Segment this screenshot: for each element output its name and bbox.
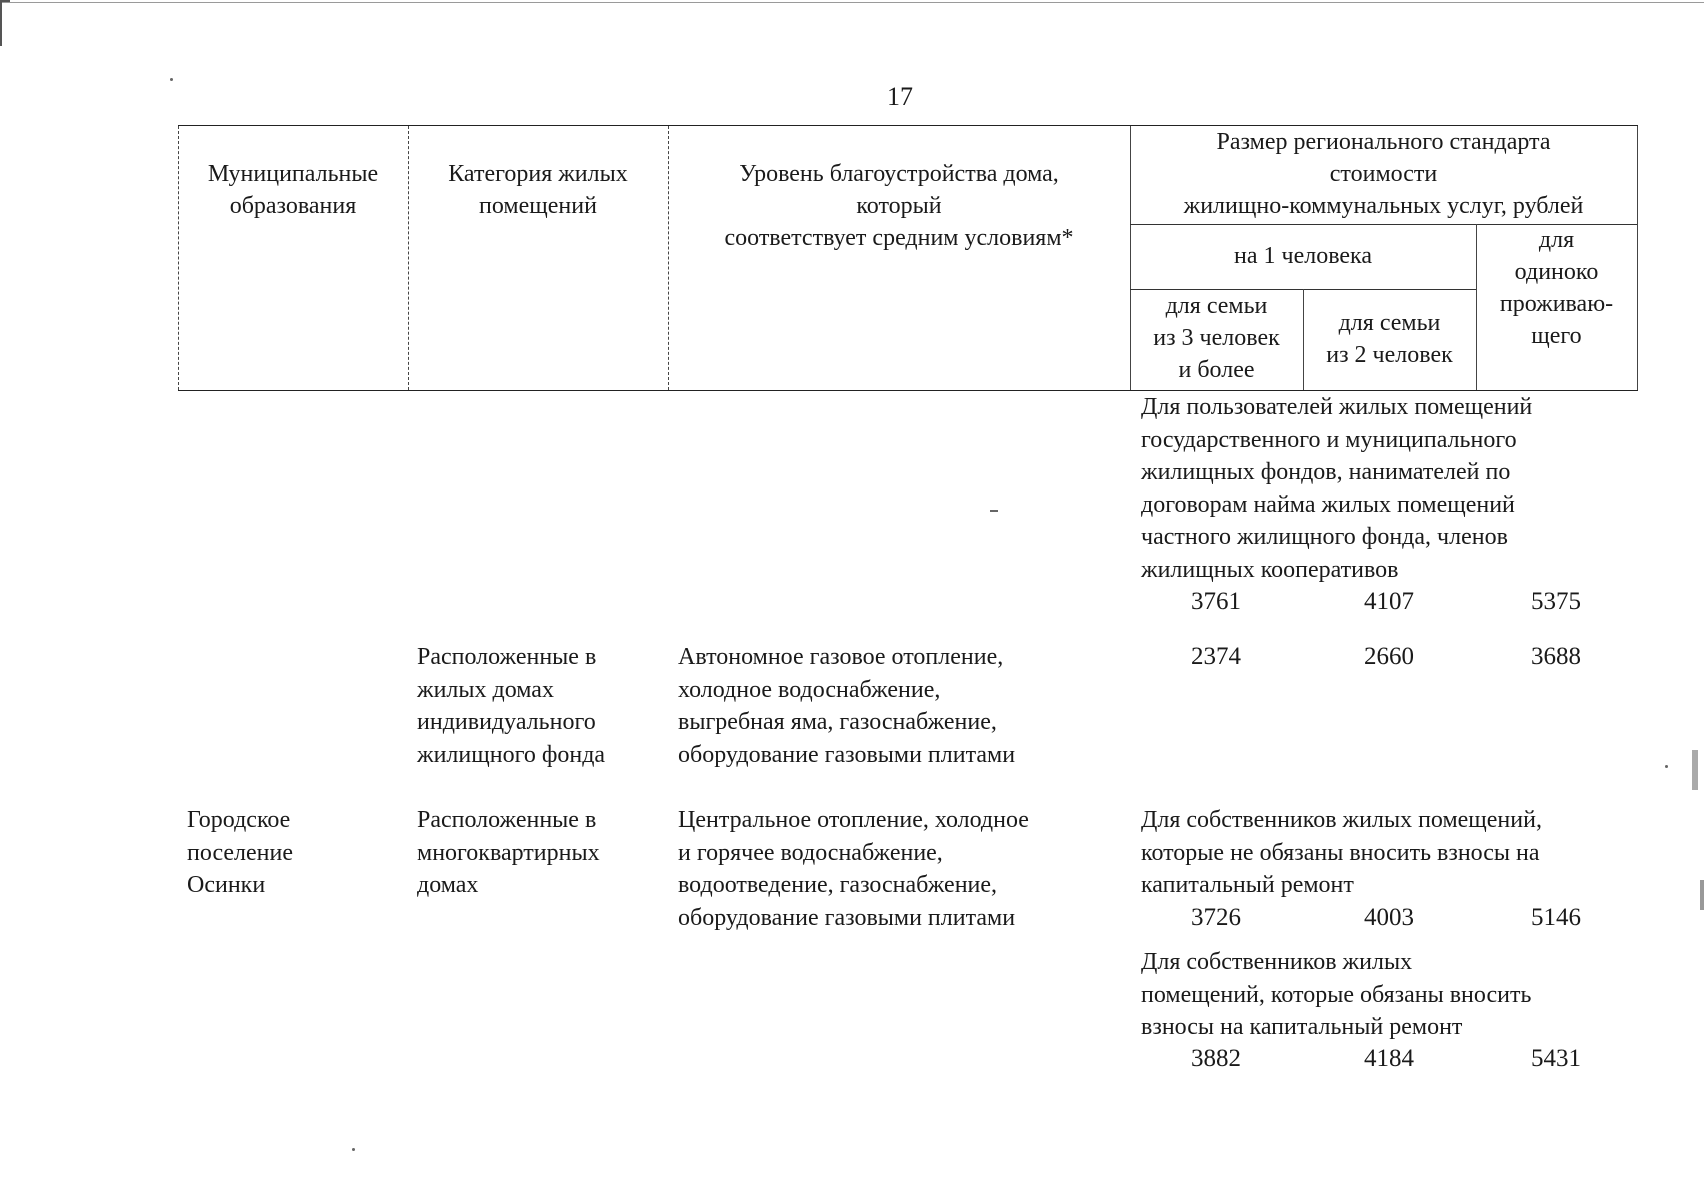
note-line: Для собственников жилых <box>1141 949 1413 975</box>
page-number: 17 <box>887 82 913 111</box>
cell-line: Городское <box>187 807 291 833</box>
cell-line: выгребная яма, газоснабжение, <box>678 709 997 735</box>
header-text: помещений <box>479 193 597 219</box>
value-single: 5146 <box>1531 904 1581 931</box>
header-municipality <box>178 158 408 222</box>
scan-speck <box>990 510 998 512</box>
header-family2 <box>1303 307 1476 371</box>
cell-line: Расположенные в <box>417 644 597 670</box>
cell-line: холодное водоснабжение, <box>678 676 941 703</box>
cell-line: многоквартирных <box>417 839 600 866</box>
note-line: жилищных кооперативов <box>1141 556 1399 583</box>
note-line: договорам найма жилых помещений <box>1141 491 1515 518</box>
scan-speck <box>352 1148 355 1151</box>
header-text: образования <box>229 193 357 219</box>
note-line: капитальный ремонт <box>1141 872 1354 898</box>
value-family3: 3761 <box>1191 588 1241 615</box>
table-border-right <box>1637 126 1638 390</box>
value-family3: 2374 <box>1191 643 1241 670</box>
table-header <box>178 125 1638 391</box>
scan-corner-mark <box>0 0 10 46</box>
header-category <box>408 158 668 222</box>
value-family2: 4003 <box>1364 904 1414 931</box>
header-text: из 2 человек <box>1326 342 1453 368</box>
note-line: Для пользователей жилых помещений <box>1141 394 1533 420</box>
header-family3 <box>1130 290 1303 386</box>
cell-line: индивидуального <box>417 709 596 735</box>
header-text: для <box>1538 227 1575 253</box>
value-family2: 2660 <box>1364 643 1414 670</box>
level-individual <box>678 641 1015 771</box>
header-text: Уровень благоустройства дома, <box>739 161 1059 187</box>
municipality-osinki <box>187 804 293 902</box>
level-apartment <box>678 804 1029 934</box>
header-text: щего <box>1531 323 1582 349</box>
header-text: который <box>856 193 942 219</box>
value-family2: 4107 <box>1364 588 1414 615</box>
header-per-person: на 1 человека <box>1234 243 1372 269</box>
value-family3: 3726 <box>1191 904 1241 931</box>
category-apartment <box>417 804 600 902</box>
header-text: для семьи <box>1338 310 1441 336</box>
cell-line: Осинки <box>187 872 266 898</box>
cell-line: Автономное газовое отопление, <box>678 644 1004 670</box>
cell-line: домах <box>417 872 479 898</box>
value-family3: 3882 <box>1191 1045 1241 1072</box>
header-text: проживаю- <box>1499 291 1614 317</box>
category-individual <box>417 641 605 771</box>
header-text: для семьи <box>1165 293 1268 319</box>
note-line: частного жилищного фонда, членов <box>1141 524 1508 550</box>
note-line: которые не обязаны вносить взносы на <box>1141 839 1540 866</box>
value-family2: 4184 <box>1364 1045 1414 1072</box>
note-tenants <box>1141 391 1532 586</box>
note-line: Для собственников жилых помещений, <box>1141 807 1542 833</box>
note-owners-no-capital <box>1141 804 1542 902</box>
note-line: государственного и муниципального <box>1141 426 1517 453</box>
note-line: жилищных фондов, нанимателей по <box>1141 459 1511 485</box>
scan-speck <box>170 78 173 81</box>
header-text: Муниципальные <box>207 161 379 187</box>
header-text: Категория жилых <box>448 161 628 187</box>
scan-speck <box>1665 765 1668 768</box>
cell-line: водоотведение, газоснабжение, <box>678 872 998 898</box>
note-owners-capital <box>1141 946 1531 1044</box>
header-text: одиноко <box>1514 259 1599 285</box>
header-standard <box>1130 126 1637 222</box>
cell-line: жилищного фонда <box>417 741 606 768</box>
header-text: жилищно-коммунальных услуг, рублей <box>1183 193 1584 219</box>
header-text: соответствует средним условиям* <box>724 225 1074 251</box>
note-line: взносы на капитальный ремонт <box>1141 1014 1463 1040</box>
note-line: помещений, которые обязаны вносить <box>1141 981 1532 1008</box>
header-text: и более <box>1178 357 1255 383</box>
header-text: стоимости <box>1329 161 1438 187</box>
value-single: 3688 <box>1531 643 1581 670</box>
scan-edge-line <box>0 2 1704 3</box>
value-single: 5375 <box>1531 588 1581 615</box>
scan-speck <box>1700 880 1704 910</box>
cell-line: Центральное отопление, холодное <box>678 807 1029 833</box>
header-text: Размер регионального стандарта <box>1216 129 1551 155</box>
cell-line: жилых домах <box>417 676 554 703</box>
value-single: 5431 <box>1531 1045 1581 1072</box>
cell-line: поселение <box>187 839 294 866</box>
cell-line: оборудование газовыми плитами <box>678 904 1016 931</box>
cell-line: и горячее водоснабжение, <box>678 839 943 866</box>
scan-speck <box>1692 750 1698 790</box>
header-text: из 3 человек <box>1153 325 1280 351</box>
header-single <box>1476 224 1637 352</box>
header-level <box>668 158 1130 254</box>
cell-line: оборудование газовыми плитами <box>678 741 1016 768</box>
cell-line: Расположенные в <box>417 807 597 833</box>
